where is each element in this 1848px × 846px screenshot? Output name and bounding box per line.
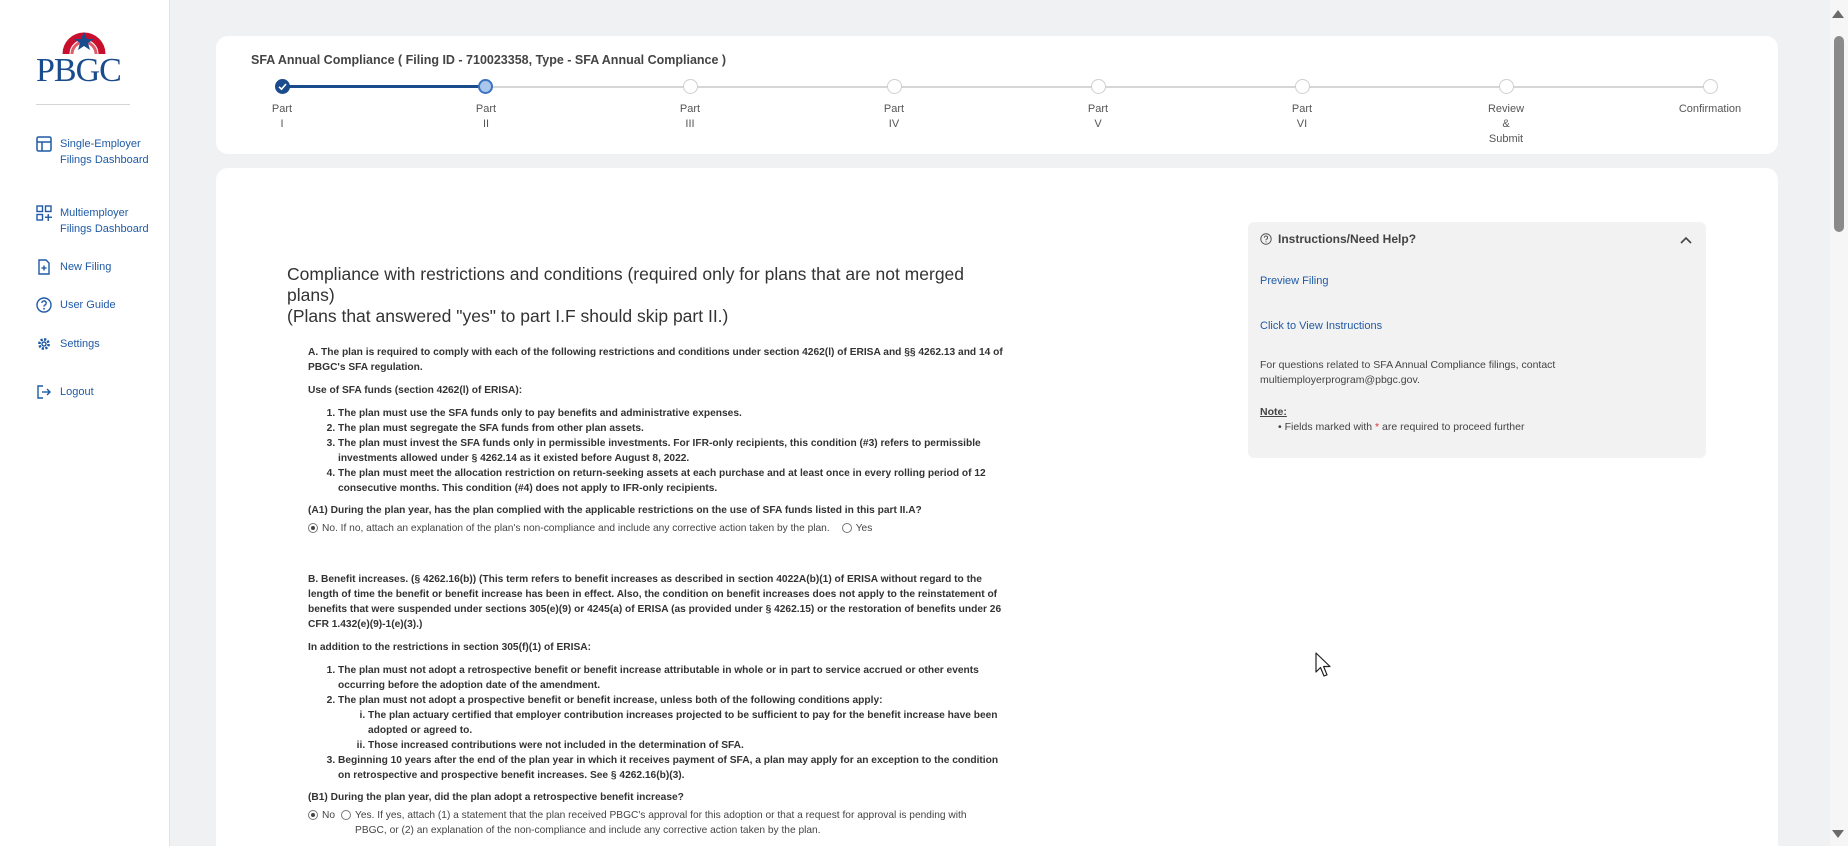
step-label: Confirmation [1678,103,1742,115]
section-a-subhead: Use of SFA funds (section 4262(l) of ERISA): [308,385,523,396]
step-label: Part IV [883,103,905,130]
help-panel-title: Instructions/Need Help? [1278,232,1417,246]
list-item: i. The plan actuary certified that employer contribution increases projected to be sufficient to pay for the benefit increase have been adopted or agreed to. [368,708,1007,738]
a1-yes-label: Yes [855,523,873,534]
question-b1-options [308,808,1007,838]
help-contact-text: For questions related to SFA Annual Compliance filings, contact multiemployerprogram@pbgc.gov. [1260,359,1556,386]
stepper-track-completed [282,85,486,88]
step-label: Part II [475,103,497,130]
sidebar-item-multiemployer-dashboard[interactable] [36,205,156,237]
form-body [308,345,1007,838]
section-b-conditions-list [338,663,1007,783]
part-ii-form [287,264,1007,838]
help-circle-icon [36,297,52,313]
gear-icon [36,336,52,352]
b1-yes-label: Yes. If yes, attach (1) a statement that the plan received PBGC's approval for this adoption or that a request for approval is pending with PBGC, or (2) an explanation of the non-compliance and include any corrective action taken by the plan. [355,810,967,836]
list-item: 1. The plan must use the SFA funds only to pay benefits and administrative expenses. [338,406,1007,421]
sidebar-item-logout[interactable] [36,384,156,400]
pbgc-logo-text: PBGC [36,52,121,89]
step-label: Part I [271,103,293,130]
mouse-cursor-icon [1315,652,1333,678]
view-instructions-link[interactable]: Click to View Instructions [1260,320,1383,332]
filing-title: SFA Annual Compliance ( Filing ID - 710023358, Type - SFA Annual Compliance ) [251,53,727,67]
sidebar-divider [36,104,130,105]
required-asterisk: * [1375,421,1380,433]
sidebar-item-single-employer-dashboard[interactable] [36,136,156,168]
sidebar-item-user-guide[interactable] [36,297,156,313]
page-title: Compliance with restrictions and conditions (required only for plans that are not merged plans) (Plans that answered "yes" to part I.F should skip part II.) [287,264,965,326]
question-b1: (B1) During the plan year, did the plan adopt a retrospective benefit increase? [308,792,684,803]
help-panel [1248,222,1706,458]
step-label: Part III [679,103,701,130]
a1-no-radio[interactable] [308,523,318,533]
sidebar-item-new-filing[interactable] [36,259,156,275]
sidebar-item-settings[interactable] [36,336,156,352]
step-indicator [1703,79,1718,94]
step-indicator [1091,79,1106,94]
section-b-subhead: In addition to the restrictions in section 305(f)(1) of ERISA: [308,642,592,653]
list-item: 2. The plan must segregate the SFA funds from other plan assets. [338,421,1007,436]
step-completed-check-icon [275,79,290,94]
list-item: 2. The plan must not adopt a prospective benefit or benefit increase, unless both of the following conditions apply: i. The plan actuary certified that employer contribution increases projected to be sufficient to pay for the benefit increase have been adopted or agreed to. ii. Those increased contributions were not included in the determination of SFA. [338,693,1007,753]
help-panel-header[interactable] [1260,232,1416,246]
help-note-item: • Fields marked with * are required to proceed further [1278,421,1525,433]
question-a1-options [308,521,1007,536]
step-indicator [683,79,698,94]
b1-yes-radio[interactable] [341,810,351,820]
preview-filing-link[interactable]: Preview Filing [1260,275,1329,287]
step-indicator [1295,79,1310,94]
sidebar-item-label: User Guide [60,299,116,311]
step-label: Part V [1087,103,1109,130]
step-label: Part VI [1291,103,1313,130]
sidebar-item-label: New Filing [60,261,112,273]
list-item: 3. The plan must invest the SFA funds only in permissible investments. For IFR-only recipients, this condition (#3) refers to permissible investments allowed under § 4262.14 as it existed before August 8, 2022. [338,436,1007,466]
section-a-conditions-list [338,406,1007,496]
list-item: ii. Those increased contributions were not included in the determination of SFA. [368,738,1007,753]
list-item: 4. The plan must meet the allocation restriction on return-seeking assets at each purchase and at least once in every rolling period of 12 consecutive months. This condition (#4) does not apply to IFR-only recipients. [338,466,1007,496]
dashboard-icon [36,136,52,152]
logout-icon [36,384,52,400]
page-scrollbar[interactable] [1830,0,1848,846]
grid-plus-icon [36,205,52,221]
stepper-track [282,86,1710,88]
sub-conditions-list [368,708,1007,753]
a1-yes-radio[interactable] [842,523,852,533]
b1-no-label: No [322,810,336,821]
help-circle-icon [1260,233,1272,245]
section-b-intro: B. Benefit increases. (§ 4262.16(b)) (This term refers to benefit increases as described in section 4022A(b)(1) of ERISA without regard to the length of time the benefit or benefit increase has been in effect. Also, the condition on benefit increases does not apply to the reinstatement of benefits that were suspended under sections 305(e)(9) or 4245(a) of ERISA (as provided under § 4262.15) or the restoration of benefits under 26 CFR 1.432(e)(9)-1(e)(3).) [308,574,1002,630]
list-item: 3. Beginning 10 years after the end of the plan year in which it receives payment of SFA, a plan may apply for an exception to the condition on retrospective and prospective benefit increases. See § 4262.16(b)(3). [338,753,1007,783]
scroll-thumb[interactable] [1834,36,1844,232]
b1-no-radio[interactable] [308,810,318,820]
scroll-down-arrow-icon[interactable] [1832,830,1844,838]
a1-no-label: No. If no, attach an explanation of the plan's non-compliance and include any corrective action taken by the plan. [322,523,830,534]
help-note-label: Note: [1260,406,1287,418]
chevron-up-icon[interactable] [1680,236,1692,244]
scroll-up-arrow-icon[interactable] [1832,10,1844,18]
sidebar-item-label: Multiemployer Filings Dashboard [60,207,149,235]
sidebar-item-label: Single-Employer Filings Dashboard [60,138,149,166]
step-indicator [1499,79,1514,94]
file-plus-icon [36,259,52,275]
sidebar-item-label: Settings [60,338,100,350]
main-content-card [216,168,1778,846]
step-indicator [887,79,902,94]
step-current-indicator [478,79,493,94]
section-a-intro: A. The plan is required to comply with each of the following restrictions and conditions under section 4262(l) of ERISA and §§ 4262.13 and 14 of PBGC's SFA regulation. [308,347,1003,373]
step-label: Review & Submit [1487,103,1525,145]
question-a1: (A1) During the plan year, has the plan complied with the applicable restrictions on the use of SFA funds listed in this part II.A? [308,505,922,516]
list-item: 1. The plan must not adopt a retrospective benefit or benefit increase attributable in whole or in part to service accrued or other events occurring before the adoption date of the amendment. [338,663,1007,693]
sidebar [0,0,170,846]
progress-stepper-card [216,36,1778,154]
sidebar-item-label: Logout [60,386,94,398]
